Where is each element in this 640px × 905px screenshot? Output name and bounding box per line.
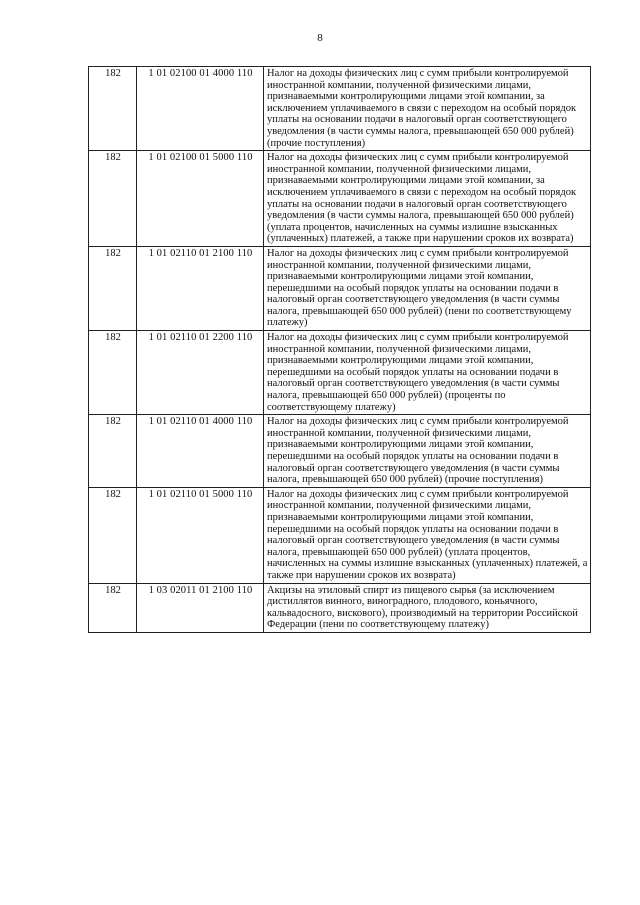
table-row	[89, 415, 591, 488]
table-row	[89, 331, 591, 415]
income-name-cell: Налог на доходы физических лиц с сумм прибыли контролируемой иностранной компании, полученной физическими лицами, признаваемыми контролирующими лицами этой компании, перешедшими на особый порядок уплаты на основании подачи в налоговый орган соответствующего уведомления (в части суммы налога, превышающей 650 000 рублей) (уплата процентов, начисленных на суммы излишне взысканных (уплаченных) платежей, а также при нарушении сроков их возврата)	[264, 487, 591, 583]
page-number: 8	[317, 32, 323, 44]
admin-code-cell: 182	[89, 151, 137, 247]
table-row	[89, 583, 591, 632]
budget-code-cell: 1 01 02110 01 2100 110	[137, 246, 264, 330]
income-name-cell: Акцизы на этиловый спирт из пищевого сырья (за исключением дистиллятов винного, виноградного, плодового, коньячного, кальвадосного, вискового), производимый на территории Российской Федерации (пени по соответствующему платежу)	[264, 583, 591, 632]
budget-code-cell: 1 01 02100 01 5000 110	[137, 151, 264, 247]
admin-code-cell: 182	[89, 583, 137, 632]
table-row	[89, 151, 591, 247]
table-row	[89, 67, 591, 151]
table-row	[89, 487, 591, 583]
budget-code-cell: 1 01 02110 01 5000 110	[137, 487, 264, 583]
income-name-cell: Налог на доходы физических лиц с сумм прибыли контролируемой иностранной компании, полученной физическими лицами, признаваемыми контролирующими лицами этой компании, за исключением уплачиваемого в связи с переходом на особый порядок уплаты на основании подачи в налоговый орган соответствующего уведомления (в части суммы налога, превышающей 650 000 рублей) (прочие поступления)	[264, 67, 591, 151]
admin-code-cell: 182	[89, 487, 137, 583]
table-row	[89, 246, 591, 330]
budget-code-cell: 1 01 02110 01 2200 110	[137, 331, 264, 415]
income-name-cell: Налог на доходы физических лиц с сумм прибыли контролируемой иностранной компании, полученной физическими лицами, признаваемыми контролирующими лицами этой компании, перешедшими на особый порядок уплаты на основании подачи в налоговый орган соответствующего уведомления (в части суммы налога, превышающей 650 000 рублей) (прочие поступления)	[264, 415, 591, 488]
admin-code-cell: 182	[89, 246, 137, 330]
admin-code-cell: 182	[89, 415, 137, 488]
income-name-cell: Налог на доходы физических лиц с сумм прибыли контролируемой иностранной компании, полученной физическими лицами, признаваемыми контролирующими лицами этой компании, за исключением уплачиваемого в связи с переходом на особый порядок уплаты на основании подачи в налоговый орган соответствующего уведомления (в части суммы налога, превышающей 650 000 рублей) (уплата процентов, начисленных на суммы излишне взысканных (уплаченных) платежей, а также при нарушении сроков их возврата)	[264, 151, 591, 247]
budget-code-cell: 1 03 02011 01 2100 110	[137, 583, 264, 632]
income-name-cell: Налог на доходы физических лиц с сумм прибыли контролируемой иностранной компании, полученной физическими лицами, признаваемыми контролирующими лицами этой компании, перешедшими на особый порядок уплаты на основании подачи в налоговый орган соответствующего уведомления (в части суммы налога, превышающей 650 000 рублей) (пени по соответствующему платежу)	[264, 246, 591, 330]
budget-code-cell: 1 01 02100 01 4000 110	[137, 67, 264, 151]
income-name-cell: Налог на доходы физических лиц с сумм прибыли контролируемой иностранной компании, полученной физическими лицами, признаваемыми контролирующими лицами этой компании, перешедшими на особый порядок уплаты на основании подачи в налоговый орган соответствующего уведомления (в части суммы налога, превышающей 650 000 рублей) (проценты по соответствующему платежу)	[264, 331, 591, 415]
admin-code-cell: 182	[89, 331, 137, 415]
admin-code-cell: 182	[89, 67, 137, 151]
budget-code-cell: 1 01 02110 01 4000 110	[137, 415, 264, 488]
income-codes-table	[88, 66, 591, 633]
